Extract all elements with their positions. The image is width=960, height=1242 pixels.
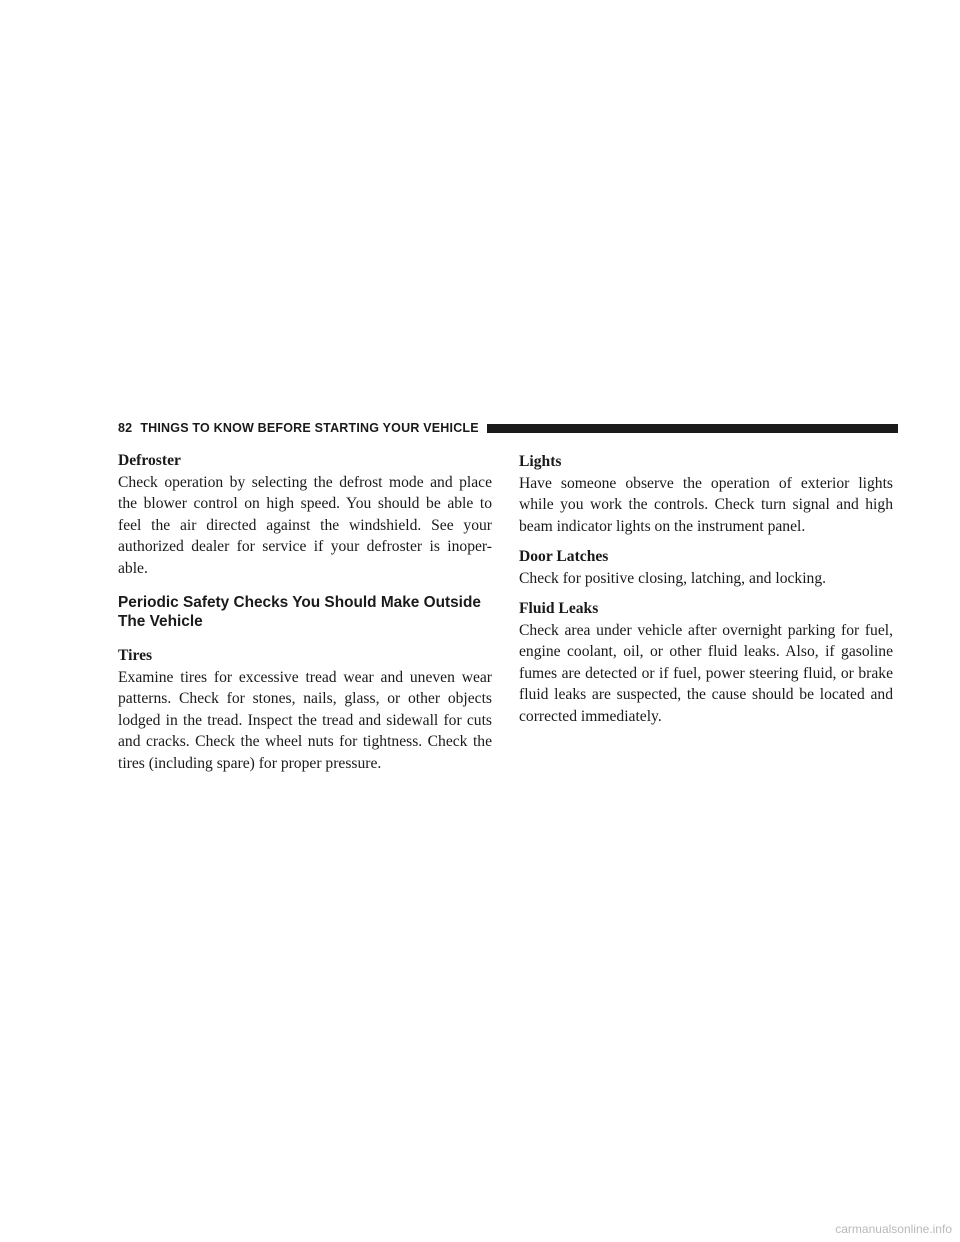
outside-checks-heading: Periodic Safety Checks You Should Make Outside The Vehicle (118, 594, 481, 630)
door-latches-heading: Door Latches (519, 548, 609, 565)
fluid-leaks-section (519, 598, 893, 727)
lights-body: Have someone observe the operation of exterior lights while you work the controls. Check turn signal and high beam indicator lights on the instrument panel. (519, 474, 893, 535)
header-rule-bar (487, 424, 898, 433)
fluid-leaks-heading: Fluid Leaks (519, 600, 599, 617)
fluid-leaks-body: Check area under vehicle after overnight parking for fuel, engine coolant, oil, or other fluid leaks. Also, if gasoline fumes are detected or if fuel, power steering fluid, or brake fluid leaks are suspected, the cause should be located and corrected immediately. (519, 621, 893, 725)
defroster-heading: Defroster (118, 452, 181, 469)
lights-heading: Lights (519, 453, 562, 470)
door-latches-section (519, 546, 893, 589)
page-number: 82 (118, 421, 133, 435)
running-section-title: THINGS TO KNOW BEFORE STARTING YOUR VEHICLE (140, 421, 479, 435)
tires-section (118, 645, 492, 774)
left-column (118, 450, 492, 783)
door-latches-body: Check for positive closing, latching, and locking. (519, 569, 827, 587)
defroster-section (118, 450, 492, 579)
defroster-body: Check operation by selecting the defrost mode and place the blower control on high speed. You should be able to feel the air directed against the windshield. See your authorized dealer for service if your defroster is inoper- able. (118, 473, 492, 577)
right-column (519, 451, 893, 736)
lights-section (519, 451, 893, 537)
page-header (118, 420, 898, 436)
tires-body: Examine tires for excessive tread wear and uneven wear patterns. Check for stones, nails, glass, or other objects lodged in the tread. Inspect the tread and sidewall for cuts and cracks. Check the wheel nuts for tightness. Check the tires (including spare) for proper pressure. (118, 668, 492, 772)
tires-heading: Tires (118, 647, 153, 664)
watermark: carmanualsonline.info (835, 1222, 952, 1236)
